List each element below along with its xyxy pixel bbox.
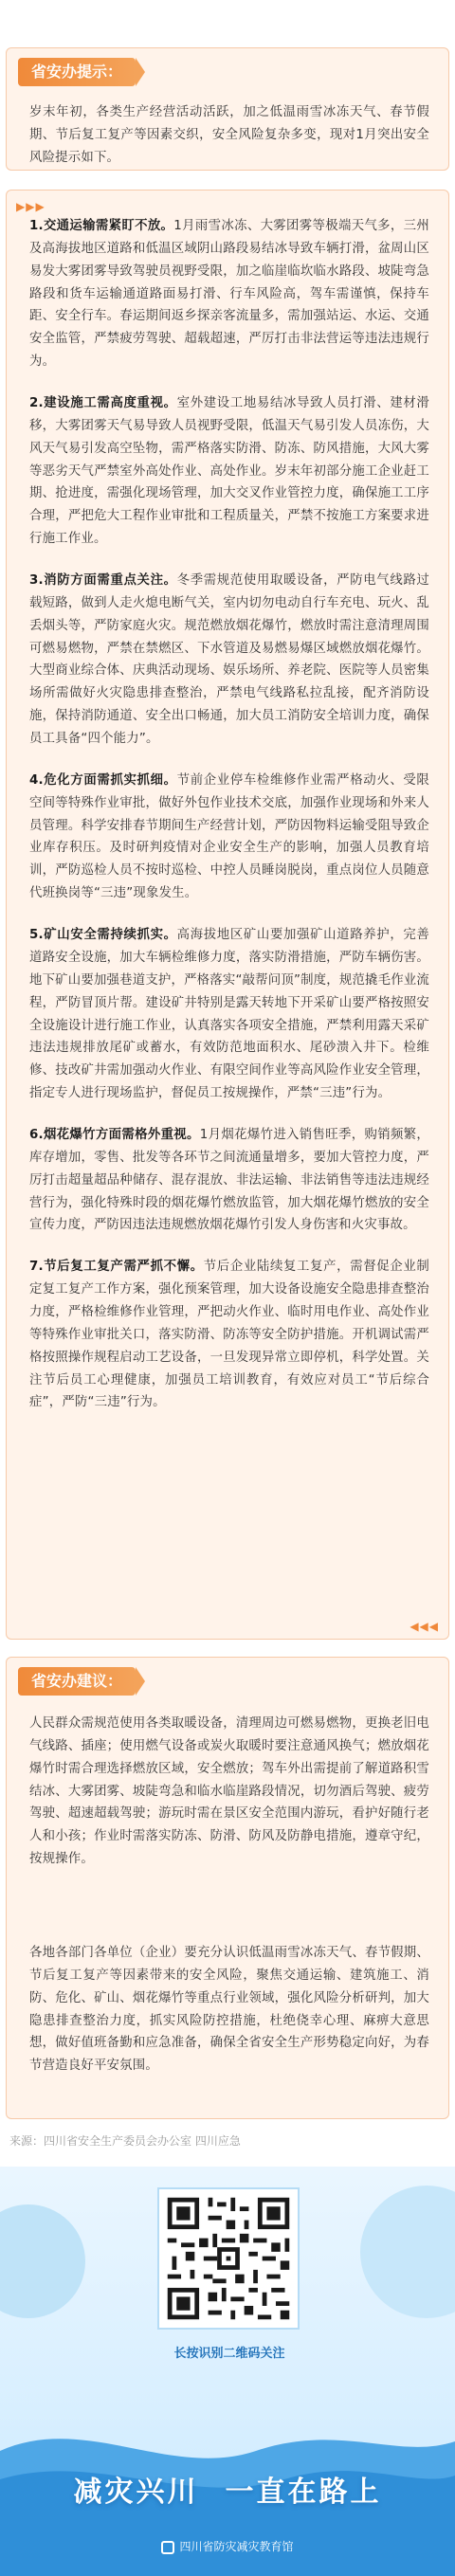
risk-item-fire bbox=[29, 570, 429, 751]
tag-corner bbox=[136, 1667, 145, 1696]
footer-brand bbox=[0, 2538, 455, 2554]
advice-tag bbox=[18, 1667, 136, 1696]
decor-dots-icon: ◀◀◀ bbox=[410, 1620, 439, 1633]
risk-item-head: 1.交通运输需紧盯不放。 bbox=[29, 219, 174, 233]
risk-item-body: 节后企业陆续复工复产，需督促企业制定复工复产工作方案，强化预案管理，加大设备设施安全隐患排查整治力度，严格检维修作业管理，严把动火作业、临时用电作业、高处作业等特殊作业审批关口，落实防滑、防冻等安全防护措施。开机调试需严格按照操作规程启动工艺设备，一旦发现异常立即停机，科学处置。关注节后员工心理健康，加强员工培训教育，有效应对员工“节后综合症”，严防“三违”行为。 bbox=[29, 1260, 429, 1410]
risk-item-fireworks bbox=[29, 1124, 429, 1237]
source-credit: 来源：四川省安全生产委员会办公室 四川应急 bbox=[9, 2134, 241, 2148]
risk-item-head: 6.烟花爆竹方面需格外重视。 bbox=[29, 1127, 200, 1142]
risk-item-body: 高海拔地区矿山要加强矿山道路养护，完善道路安全设施，加大车辆检维修力度，落实防滑措施，严防车辆伤害。地下矿山要加强巷道支护，严格落实“敲帮问顶”制度，规范撬毛作业流程，严防冒顶片帮。建设矿井特别是露天转地下开采矿山要严格按照安全设施设计进行施工作业，认真落实各项安全措施，严禁利用露天采矿违法违规排放尾矿或蓄水，有效防范地面积水、尾砂溃入井下。检维修、技改矿井需加强动火作业、有限空间作业等高风险作业安全管理，指定专人进行现场监护，督促员工按规操作，严禁“三违”行为。 bbox=[29, 928, 429, 1101]
qr-code[interactable] bbox=[159, 2189, 298, 2328]
qr-code-icon bbox=[163, 2193, 294, 2324]
risk-item-head: 4.危化方面需抓实抓细。 bbox=[29, 772, 177, 788]
risk-item-resumption bbox=[29, 1256, 429, 1414]
intro-card bbox=[6, 47, 449, 171]
intro-tag-label: 省安办提示： bbox=[31, 63, 123, 81]
decor-dots-icon: ▶▶▶ bbox=[16, 200, 46, 213]
intro-text: 岁末年初，各类生产经营活动活跃，加之低温雨雪冰冻天气、春节假期、节后复工复产等因素交织，安全风险复杂多变，现对1月突出安全风险提示如下。 bbox=[29, 105, 429, 165]
risk-item-head: 7.节后复工复产需严抓不懈。 bbox=[29, 1260, 204, 1275]
advice-card bbox=[6, 1657, 449, 2119]
brand-name: 四川省防灾减灾教育馆 bbox=[179, 2540, 294, 2553]
risk-item-body: 室外建设工地易结冰导致人员打滑、建材滑移，大雾团雾天气易导致人员视野受限，低温天气易引发人员冻伤，大风天气易引发高空坠物，需严格落实防滑、防冻、防风措施，大风大雾等恶劣天气严禁室外高处作业、高处作业。岁末年初部分施工企业赶工期、抢进度，需强化现场管理，加大交叉作业管控力度，确保施工工序合理，严把危大工程作业审批和工程质量关，严禁不按施工方案要求进行施工作业。 bbox=[29, 396, 429, 547]
risk-item-body: 1月烟花爆竹进入销售旺季，购销频繁，库存增加，零售、批发等各环节之间流通量增多，要加大管控力度，严厉打击超量超品种储存、混存混放、非法运输、非法销售等违法违规经营行为，强化特殊时段的烟花爆竹燃放监管，加大烟花爆竹燃放的安全宣传力度，严防因违法违规燃放烟花爆竹引发人身伤害和火灾事故。 bbox=[29, 1127, 430, 1233]
risk-item-chemical bbox=[29, 770, 429, 905]
intro-tag bbox=[18, 58, 136, 86]
advice-public: 人民群众需规范使用各类取暖设备，清理周边可燃易燃物，更换老旧电气线路、插座；使用燃气设备或炭火取暖时要注意通风换气；燃放烟花爆竹时需合理选择燃放区域，安全燃放；驾车外出需提前了解道路积雪结冰、大雾团雾、坡陡弯急和临水临崖路段情况，切勿酒后驾驶、疲劳驾驶、超速超载驾驶；游玩时需在景区安全范围内游玩，看护好随行老人和小孩；作业时需落实防冻、防滑、防风及防静电措施，遵章守纪，按规操作。 bbox=[29, 1716, 429, 1867]
risk-item-body: 冬季需规范使用取暖设备，严防电气线路过载短路，做到人走火熄电断气关，室内切勿电动自行车充电、玩火、乱丢烟头等，严防家庭火灾。规范燃放烟花爆竹，燃放时需注意清理周围可燃易燃物，严禁在禁燃区、下水管道及易燃易爆区域燃放烟花爆竹。大型商业综合体、庆典活动现场、娱乐场所、养老院、医院等人员密集场所需做好火灾隐患排查整治，严禁电气线路私拉乱接，配齐消防设施，保持消防通道、安全出口畅通，加大员工消防安全培训力度，确保员工具备“四个能力”。 bbox=[29, 573, 429, 747]
qr-caption: 长按识别二维码关注 bbox=[173, 2347, 285, 2361]
risk-item-head: 2.建设施工需高度重视。 bbox=[29, 396, 177, 411]
risk-item-head: 3.消防方面需重点关注。 bbox=[29, 573, 177, 589]
risk-item-body: 节前企业停车检维修作业需严格动火、受限空间等特殊作业审批，做好外包作业技术交底，加强作业现场和外来人员管理。科学安排春节期间生产经营计划，严防因物料运输受阻导致企业库存积压。及时研判疫情对企业安全生产的影响，加强人员教育培训，严防巡检人员不按时巡检、中控人员睡岗脱岗，重点岗位人员随意代班换岗等“三违”现象发生。 bbox=[29, 772, 429, 901]
slogan-left: 减灾兴川 bbox=[73, 2476, 199, 2509]
risk-items bbox=[29, 215, 429, 1433]
risk-item-traffic bbox=[29, 215, 429, 373]
footer-slogan bbox=[0, 2468, 455, 2510]
decor-leaf-icon bbox=[0, 2204, 85, 2318]
slogan-right: 一直在路上 bbox=[225, 2476, 382, 2509]
risk-item-head: 5.矿山安全需持续抓实。 bbox=[29, 928, 177, 943]
decor-leaf-icon bbox=[360, 2186, 455, 2318]
risk-item-body: 1月雨雪冰冻、大雾团雾等极端天气多，三州及高海拔地区道路和低温区域阴山路段易结冰导致车辆打滑，盆周山区易发大雾团雾导致驾驶员视野受限，加之临崖临坎临水路段、坡陡弯急路段和货车运输通道路面易打滑、行车风险高，驾车需谨慎，保持车距、安全行车。春运期间返乡探亲客流量多，需加强站运、水运、交通安全监管，严禁疲劳驾驶、超载超速，严厉打击非法营运等违法违规行为。 bbox=[29, 219, 429, 370]
risk-item-construction bbox=[29, 392, 429, 551]
risk-list-card bbox=[6, 190, 449, 1640]
tag-corner bbox=[136, 58, 145, 86]
advice-tag-label: 省安办建议： bbox=[31, 1672, 123, 1690]
footer-banner bbox=[0, 2167, 455, 2576]
risk-item-mining bbox=[29, 924, 429, 1105]
brand-logo-icon bbox=[161, 2541, 174, 2554]
advice-departments: 各地各部门各单位（企业）要充分认识低温雨雪冰冻天气、春节假期、节后复工复产等因素带来的安全风险，聚焦交通运输、建筑施工、消防、危化、矿山、烟花爆竹等重点行业领域，强化风险分析研判，加大隐患排查整治力度，抓实风险防控措施，杜绝侥幸心理、麻痹大意思想，做好值班备勤和应急准备，确保全省安全生产形势稳定向好，为春节营造良好平安氛围。 bbox=[29, 1946, 429, 2074]
